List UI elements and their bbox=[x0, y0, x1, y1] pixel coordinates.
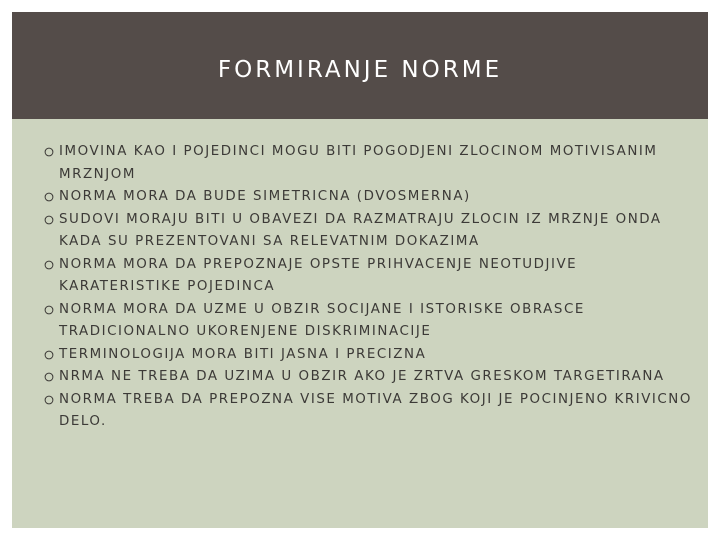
bullet-list bbox=[44, 141, 694, 434]
bullet-text: NORMA TREBA DA PREPOZNA VISE MOTIVA ZBOG KOJI JE POCINJENO KRIVICNO DELO. bbox=[59, 391, 692, 429]
bullet-icon bbox=[44, 372, 54, 382]
bullet-text: IMOVINA KAO I POJEDINCI MOGU BITI POGODJENI ZLOCINOM MOTIVISANIM MRZNJOM bbox=[59, 144, 658, 182]
bullet-text: NORMA MORA DA UZME U OBZIR SOCIJANE I ISTORISKE OBRASCE TRADICIONALNO UKORENJENE DISKRIMINACIJE bbox=[59, 301, 585, 339]
bullet-icon bbox=[44, 215, 54, 225]
bullet-item bbox=[44, 389, 694, 434]
bullet-item bbox=[44, 186, 694, 209]
bullet-item bbox=[44, 254, 694, 299]
bullet-text: NRMA NE TREBA DA UZIMA U OBZIR AKO JE ZRTVA GRESKOM TARGETIRANA bbox=[59, 369, 665, 384]
bullet-item bbox=[44, 141, 694, 186]
bullet-icon bbox=[44, 192, 54, 202]
bullet-icon bbox=[44, 350, 54, 360]
title-bar bbox=[12, 12, 708, 119]
slide-title: FORMIRANJE NORME bbox=[217, 57, 503, 83]
bullet-item bbox=[44, 299, 694, 344]
bullet-item bbox=[44, 344, 694, 367]
slide bbox=[12, 12, 708, 528]
bullet-text: TERMINOLOGIJA MORA BITI JASNA I PRECIZNA bbox=[59, 346, 427, 362]
bullet-item bbox=[44, 366, 694, 389]
bullet-text: NORMA MORA DA PREPOZNAJE OPSTE PRIHVACENJE NEOTUDJIVE KARATERISTIKE POJEDINCA bbox=[59, 256, 578, 294]
bullet-item bbox=[44, 209, 694, 254]
bullet-icon bbox=[44, 305, 54, 315]
bullet-text: SUDOVI MORAJU BITI U OBAVEZI DA RAZMATRAJU ZLOCIN IZ MRZNJE ONDA KADA SU PREZENTOVANI SA RELEVATNIM DOKAZIMA bbox=[59, 211, 662, 249]
bullet-icon bbox=[44, 395, 54, 405]
bullet-icon bbox=[44, 147, 54, 157]
bullet-icon bbox=[44, 260, 54, 270]
bullet-text: NORMA MORA DA BUDE SIMETRICNA (DVOSMERNA) bbox=[59, 189, 471, 204]
